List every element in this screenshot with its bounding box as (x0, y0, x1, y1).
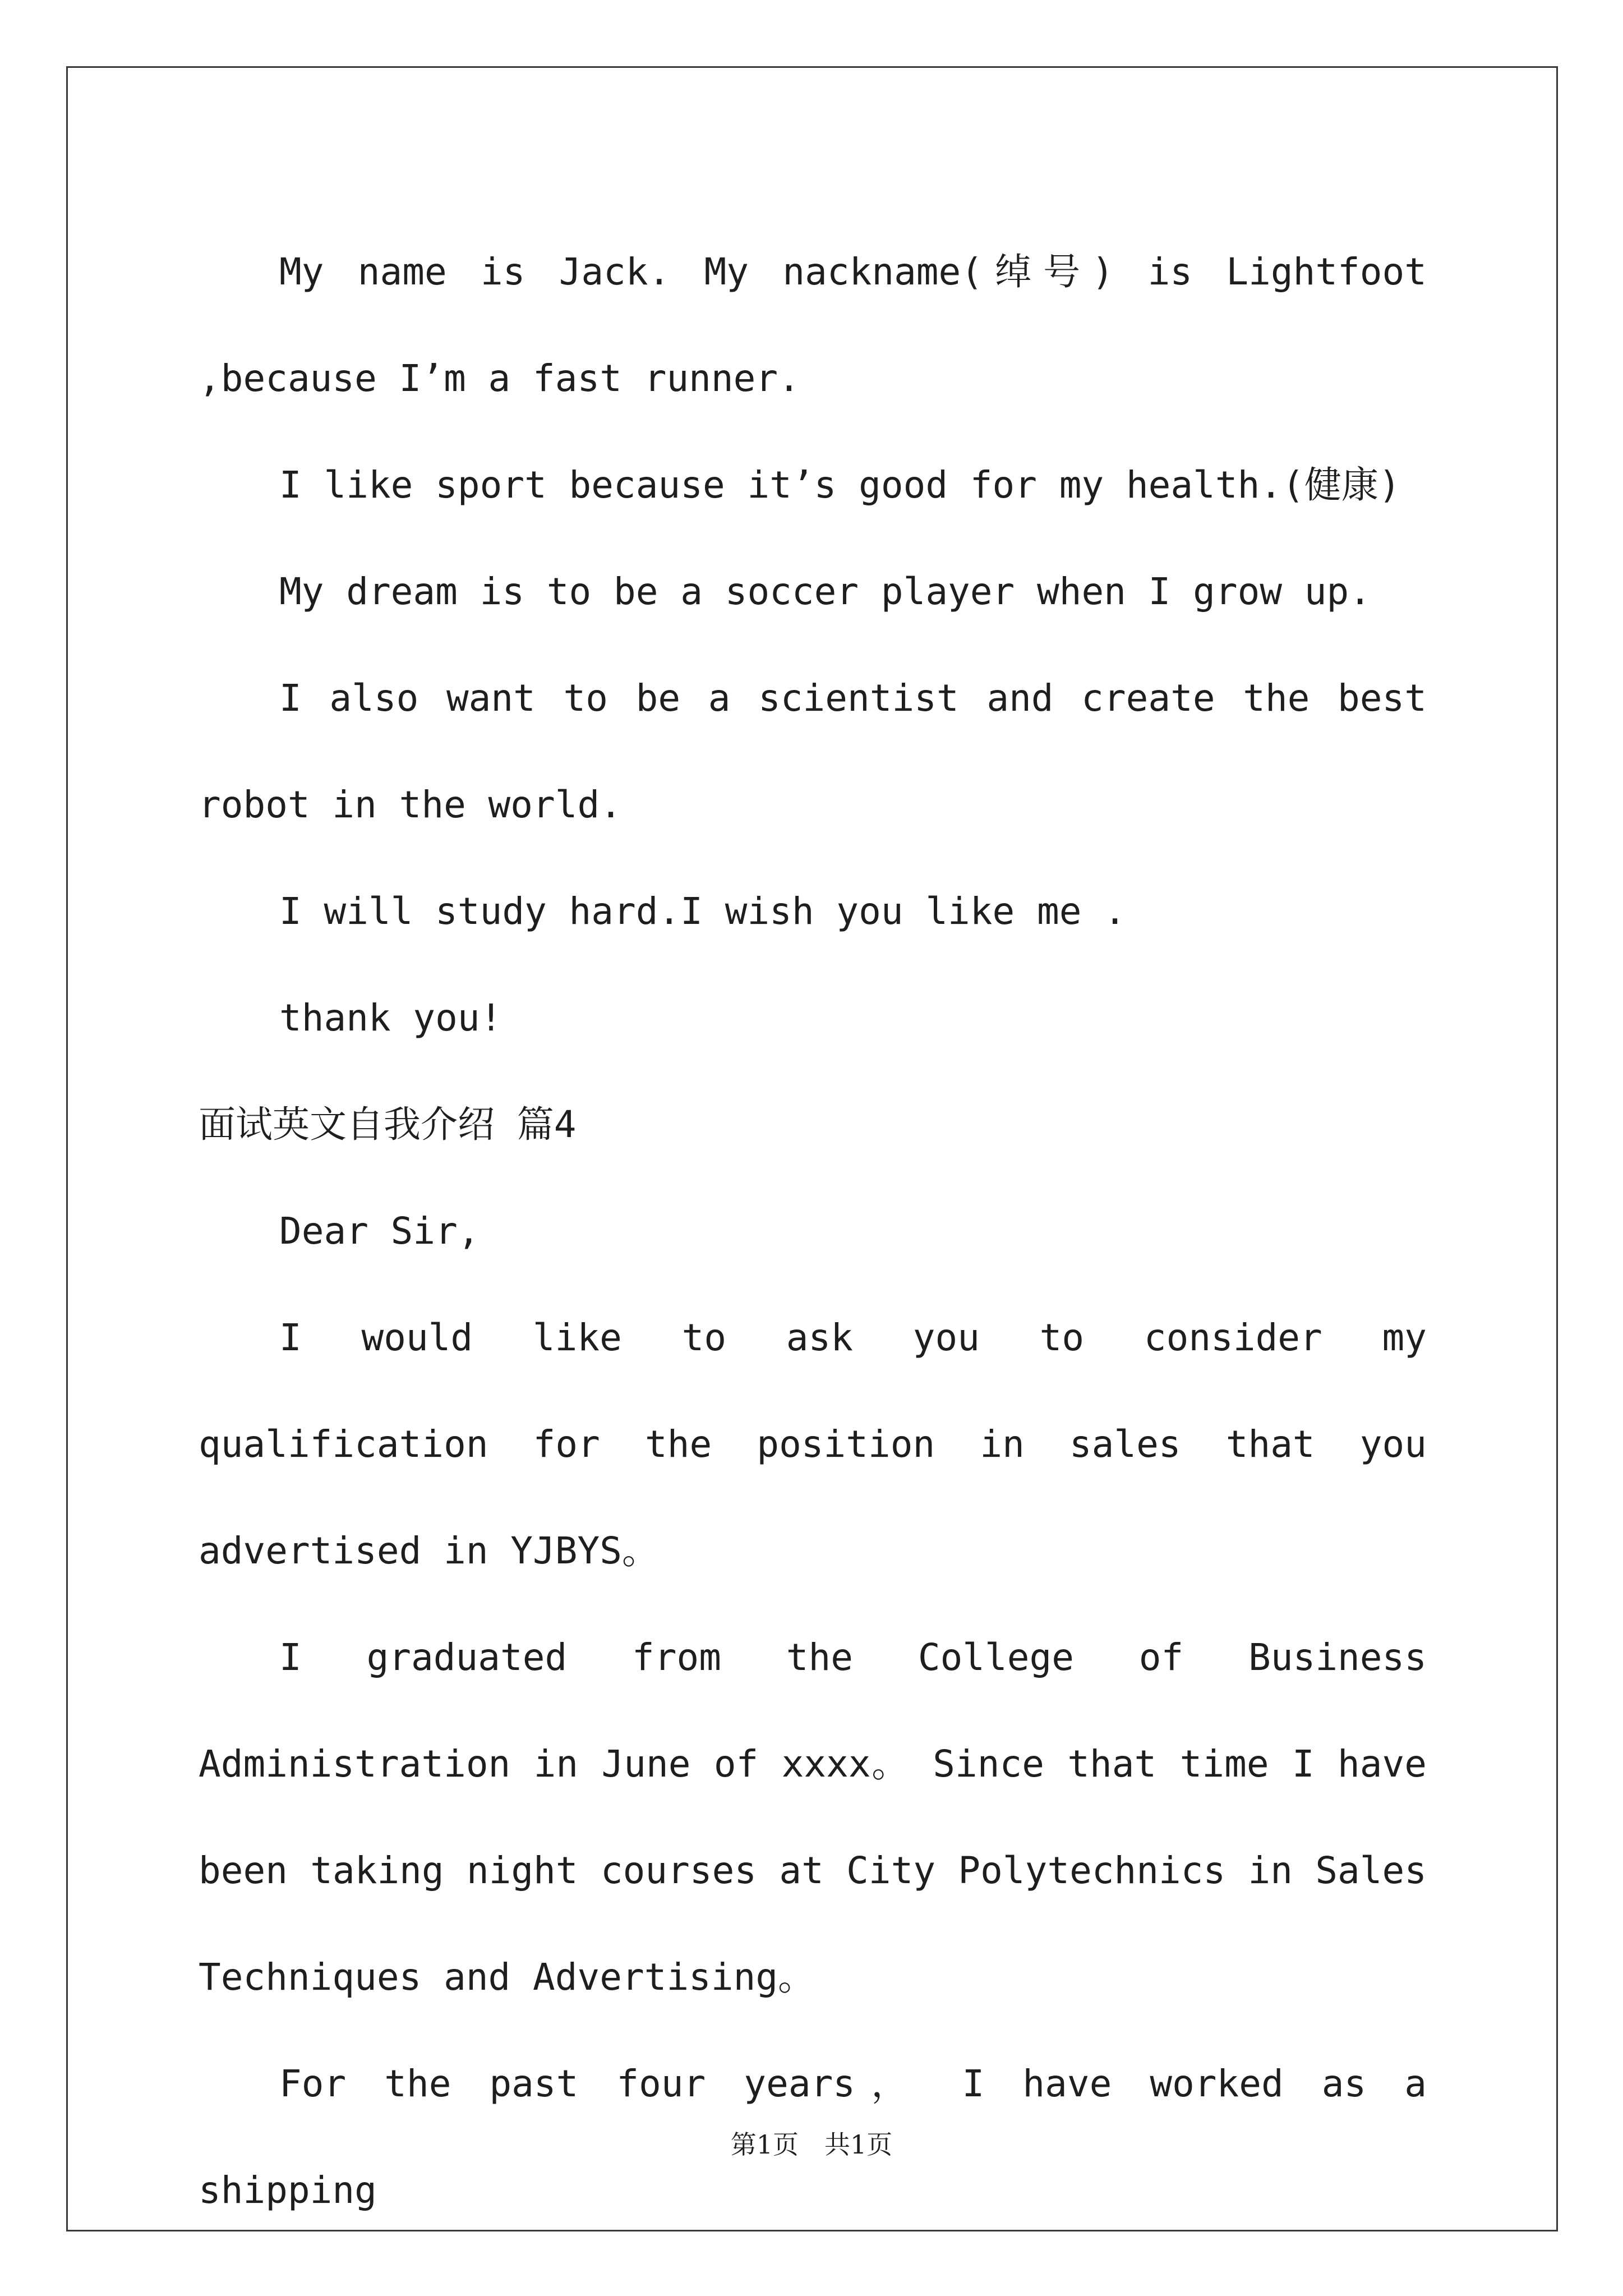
paragraph: My name is Jack. My nackname(绰号) is Lightfoot ,because I’m a fast runner. (199, 250, 1427, 400)
page-number: 第1页 (730, 2129, 799, 2160)
letter-paragraph: I would like to ask you to consider my qualification for the position in sales that you advertised in YJBYS。 (199, 1316, 1427, 1572)
letter-paragraph: For the past four years， I have worked as a shipping (199, 2062, 1427, 2212)
page-footer (0, 2128, 1623, 2161)
document-body (199, 219, 1427, 2244)
paragraph: I will study hard.I wish you like me . (279, 890, 1126, 933)
section-heading: 面试英文自我介绍 篇4 (199, 1103, 577, 1146)
page-total: 共1页 (824, 2129, 893, 2160)
paragraph: I like sport because it’s good for my health.(健康) (279, 463, 1401, 507)
paragraph: thank you! (279, 996, 502, 1039)
letter-salutation: Dear Sir, (279, 1209, 480, 1253)
letter-paragraph: I graduated from the College of Business Administration in June of xxxx。 Since that time I have been taking night courses at City Polytechnics in Sales Techniques and Advertising。 (199, 1636, 1427, 1999)
paragraph: My dream is to be a soccer player when I grow up. (279, 570, 1372, 613)
paragraph: I also want to be a scientist and create the best robot in the world. (199, 677, 1427, 826)
